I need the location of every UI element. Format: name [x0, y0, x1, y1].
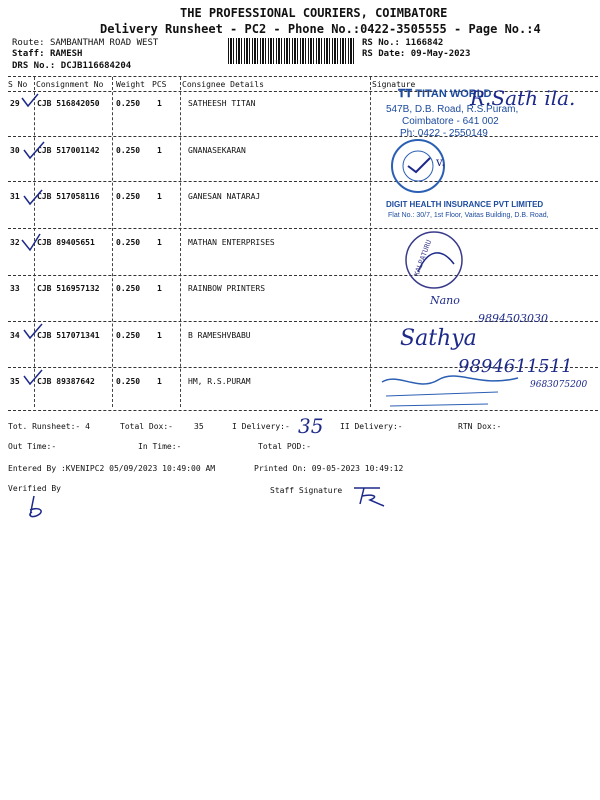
tick-mark — [24, 142, 44, 158]
tick-mark — [22, 94, 38, 106]
scribble-stamp-icon — [378, 372, 528, 412]
col-consignment: Consignment No — [36, 80, 104, 89]
col-divider — [112, 77, 113, 407]
row-weight: 0.250 — [116, 238, 141, 247]
verified-signature — [20, 492, 60, 522]
row-sno: 30 — [10, 146, 20, 155]
row-consignee: B RAMESHVBABU — [188, 331, 251, 340]
row-pcs: 1 — [157, 331, 162, 340]
staff-value: RAMESH — [49, 49, 83, 59]
route-row — [12, 38, 158, 48]
tick-mark — [24, 324, 42, 338]
kalpaturu-seal-icon — [398, 228, 478, 292]
col-divider — [370, 77, 371, 407]
runsheet-subtitle: Delivery Runsheet - PC2 - Phone No.:0422-3505555 - Page No.:4 — [100, 22, 541, 36]
printed-on: Printed On: 09-05-2023 10:49:12 — [254, 464, 404, 473]
titan-name: TITAN WORLD — [415, 88, 492, 100]
row-rule — [8, 181, 598, 182]
ii-delivery-label: II Delivery:- — [340, 422, 403, 431]
route-label: Route: — [12, 38, 45, 48]
row-consignment: CJB 516842050 — [37, 99, 100, 108]
row-sno: 31 — [10, 192, 20, 201]
row-pcs: 1 — [157, 238, 162, 247]
rs-no-value: 1166842 — [405, 38, 444, 48]
insurance-address: Flat No.: 30/7, 1st Floor, Vaitas Building, D.B. Road, — [388, 212, 549, 219]
row-pcs: 1 — [157, 146, 162, 155]
col-divider — [180, 77, 181, 407]
rtn-dox-label: RTN Dox:- — [458, 422, 502, 431]
col-pcs: PCS — [152, 80, 167, 89]
row-rule — [8, 228, 598, 229]
row-weight: 0.250 — [116, 192, 141, 201]
row-weight: 0.250 — [116, 99, 141, 108]
tot-runsheet: Tot. Runsheet:- 4 — [8, 422, 90, 431]
row-sno: 29 — [10, 99, 20, 108]
row-consignee: GNANASEKARAN — [188, 146, 246, 155]
tick-marks — [18, 92, 58, 402]
handwritten-phone-1: 9894503030 — [478, 312, 548, 325]
total-dox-value: 35 — [194, 422, 204, 431]
row-consignee: MATHAN ENTERPRISES — [188, 238, 275, 247]
row-consignee: HM, R.S.PURAM — [188, 377, 251, 386]
rs-no-row — [362, 38, 443, 48]
row-pcs: 1 — [157, 284, 162, 293]
titan-address-1: 547B, D.B. Road, R.S.Puram, — [386, 104, 519, 115]
in-time-label: In Time:- — [138, 442, 182, 451]
titan-logo-icon: 𝐓𝐓 — [398, 88, 413, 100]
row-sno: 33 — [10, 284, 20, 293]
round-seal-icon — [378, 136, 468, 196]
i-delivery-label: I Delivery:- — [232, 422, 290, 431]
row-sno: 34 — [10, 331, 20, 340]
drs-value: DCJB116684204 — [60, 61, 132, 71]
staff-signature — [350, 482, 390, 510]
row-pcs: 1 — [157, 99, 162, 108]
titan-phone: Ph: 0422 - 2550149 — [400, 128, 488, 139]
row-consignee: GANESAN NATARAJ — [188, 192, 261, 201]
staff-label: Staff: — [12, 49, 45, 59]
row-weight: 0.250 — [116, 146, 141, 155]
row-consignment: CJB 517058116 — [37, 192, 100, 201]
row-consignment: CJB 516957132 — [37, 284, 100, 293]
col-signature: Signature — [372, 80, 416, 89]
drs-label: DRS No.: — [12, 61, 56, 71]
kalpaturu-text: KALPATURU — [412, 238, 434, 278]
staff-row — [12, 49, 82, 59]
handwritten-phone-2: 9894611511 — [458, 356, 573, 377]
i-delivery-handwritten: 35 — [298, 414, 324, 438]
tick-mark — [24, 370, 42, 384]
row-consignee: SATHEESH TITAN — [188, 99, 256, 108]
row-consignment: CJB 517001142 — [37, 146, 100, 155]
svg-text:v.: v. — [436, 155, 446, 169]
total-dox-label: Total Dox:- — [120, 422, 173, 431]
col-consignee: Consignee Details — [182, 80, 264, 89]
row-consignment: CJB 89387642 — [37, 377, 95, 386]
drs-row — [12, 61, 131, 71]
row-pcs: 1 — [157, 192, 162, 201]
row-weight: 0.250 — [116, 377, 141, 386]
tick-mark — [24, 190, 42, 204]
insurance-stamp: DIGIT HEALTH INSURANCE PVT LIMITED — [386, 200, 544, 209]
route-value: SAMBANTHAM ROAD WEST — [49, 38, 159, 48]
row-weight: 0.250 — [116, 284, 141, 293]
col-sno: S No — [8, 80, 28, 89]
row-consignment: CJB 89405651 — [37, 238, 95, 247]
row-consignment: CJB 517071341 — [37, 331, 100, 340]
rs-date-label: RS Date: — [362, 49, 406, 59]
handwritten-phone-3: 9683075200 — [530, 380, 588, 390]
barcode — [228, 38, 356, 64]
verified-by-label: Verified By — [8, 484, 61, 493]
row-sno: 32 — [10, 238, 20, 247]
rs-date-row — [362, 49, 470, 59]
rs-date-value: 09-May-2023 — [410, 49, 471, 59]
handwritten-nano: Nano — [430, 294, 460, 307]
titan-address-2: Coimbatore - 641 002 — [402, 116, 499, 127]
signature-row-29: R.Sath ila. — [470, 86, 576, 110]
entered-by: Entered By :KVENIPC2 05/09/2023 10:49:00 AM — [8, 464, 216, 473]
row-pcs: 1 — [157, 377, 162, 386]
rs-no-label: RS No.: — [362, 38, 400, 48]
staff-signature-label: Staff Signature — [270, 486, 343, 495]
row-rule — [8, 275, 598, 276]
row-rule — [8, 136, 598, 137]
col-weight: Weight — [116, 80, 145, 89]
table-top-rule — [8, 76, 598, 77]
company-title: THE PROFESSIONAL COURIERS, COIMBATORE — [180, 6, 448, 20]
row-weight: 0.250 — [116, 331, 141, 340]
handwritten-sathya: Sathya — [400, 326, 477, 351]
total-pod-label: Total POD:- — [258, 442, 311, 451]
row-consignee: RAINBOW PRINTERS — [188, 284, 266, 293]
tick-mark — [22, 234, 40, 250]
out-time-label: Out Time:- — [8, 442, 57, 451]
row-sno: 35 — [10, 377, 20, 386]
